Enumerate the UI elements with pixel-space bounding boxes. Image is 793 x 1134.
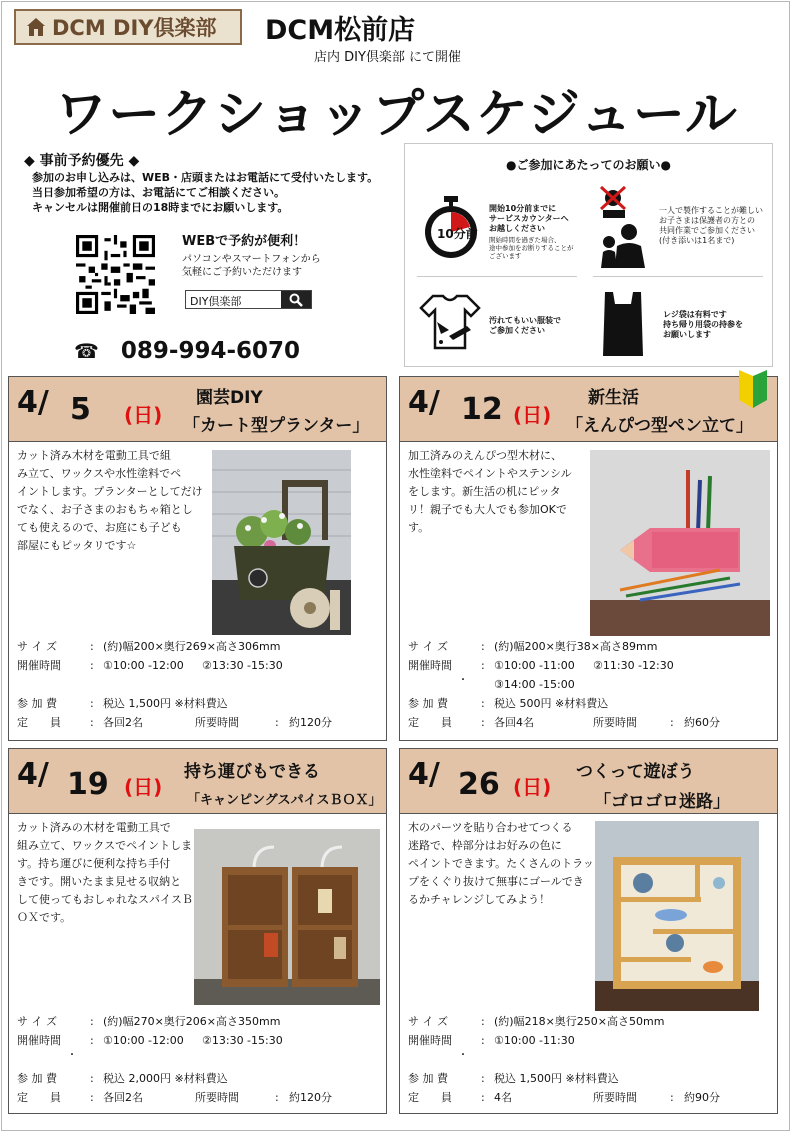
notice-item-3 — [489, 316, 561, 336]
size-value: (約)幅200×奥行38×高さ89mm — [494, 640, 658, 653]
card-header — [9, 377, 386, 442]
desc-line: イントします。プランターとしてだけ — [17, 485, 203, 498]
fee-label: 参 加 費 — [17, 697, 57, 710]
notice-text: サービスカウンターへ — [489, 214, 569, 223]
phone-number[interactable]: 089-994-6070 — [120, 338, 301, 364]
desc-line: でなく、お子さまのおもちゃ箱とし — [17, 503, 193, 516]
beginner-mark-icon — [737, 370, 769, 408]
card-category: 持ち運びもできる — [184, 762, 320, 782]
notice-item-1 — [489, 204, 569, 234]
web-reservation-text — [182, 253, 321, 279]
capacity-value: 各回2名 — [103, 1091, 143, 1104]
time-slot: ①10:00 -12:00 — [103, 659, 184, 672]
shopping-bag-icon — [601, 290, 645, 356]
planter-photo — [212, 450, 351, 635]
time-label: 開催時間 — [408, 1034, 452, 1047]
time-slot: ②11:30 -12:30 — [593, 659, 674, 672]
clock-label: 10分前 — [437, 227, 478, 241]
duration-label: 所要時間 — [195, 1091, 239, 1104]
duration-value: 約120分 — [289, 1091, 332, 1104]
venue-subtitle: 店内 DIY倶楽部 にて開催 — [314, 50, 462, 65]
desc-line: ても使えるので、お庭にも子ども — [17, 521, 182, 534]
card-weekday: (日) — [124, 775, 163, 799]
card-day: 19 — [67, 767, 109, 802]
notice-item-1-note — [489, 236, 574, 260]
search-box[interactable] — [185, 290, 312, 309]
card-description — [17, 447, 203, 555]
time-label: 開催時間 — [17, 659, 61, 672]
card-weekday: (日) — [513, 775, 552, 799]
desc-line: カット済み木材を電動工具で組 — [17, 449, 171, 462]
card-month: 4/ — [408, 385, 440, 420]
logo-text: DCM DIY倶楽部 — [52, 16, 217, 40]
duration-value: 約90分 — [684, 1091, 720, 1104]
divider — [593, 276, 763, 277]
capacity-value: 各回4名 — [494, 716, 534, 729]
notice-text: (付き添いは1名まで) — [659, 236, 735, 245]
time-label: 開催時間 — [408, 659, 452, 672]
notice-heading: ●ご参加にあたってのお願い● — [506, 158, 671, 172]
card-title: 「えんぴつ型ペン立て」 — [566, 416, 753, 436]
page-title: ワークショップスケジュール — [55, 85, 738, 145]
fee-value: 税込 500円 ※材料費込 — [494, 697, 609, 710]
capacity-label: 定 員 — [408, 1091, 452, 1104]
qr-code[interactable] — [76, 235, 155, 314]
notice-item-4 — [663, 310, 743, 340]
size-label: サ イ ズ — [408, 1015, 448, 1028]
time-slot: ①10:00 -11:30 — [494, 1034, 575, 1047]
time-slot: ②13:30 -15:30 — [202, 1034, 283, 1047]
search-button[interactable] — [281, 291, 311, 308]
time-slot: ①10:00 -12:00 — [103, 1034, 184, 1047]
card-day: 12 — [461, 392, 503, 427]
desc-line: 水性塗料でペイントやステンシル — [408, 467, 572, 480]
notice-text: お越しください — [489, 224, 545, 233]
desc-line: プをくぐり抜けて無事にゴールでき — [408, 875, 584, 888]
size-value: (約)幅270×奥行206×高さ350mm — [103, 1015, 281, 1028]
dirty-shirt-icon — [419, 292, 481, 350]
fee-label: 参 加 費 — [408, 1072, 448, 1085]
card-category: 新生活 — [588, 388, 639, 408]
card-title: 「キャンピングスパイスＢＯＸ」 — [187, 793, 382, 808]
clock-icon — [419, 194, 483, 260]
fee-label: 参 加 費 — [17, 1072, 57, 1085]
card-day: 5 — [70, 392, 91, 427]
workshop-card: 4/ 19 (日) 持ち運びもできる 「キャンピングスパイスＢＯＸ」 カット済みの木材を電動工具で 組み立て、ワックスでペイントしま す。持ち運びに便利な持ち手付 きです。開いたまま見せる収納と して使ってもおしゃれなスパイスＢ ＯＸです。 サ イ ズ : (約)幅270×奥行206×高さ350mm 開催時間 : ①10:00 -12:00 ②13:30 -15:30 ・ 参 加 費 : 税込 2,000円 ※材料費込 定 員 : 各回2名 所要時間 : 約120分 — [8, 748, 387, 1114]
notice-text: 開始10分前までに — [489, 204, 557, 213]
card-category: 園芸DIY — [196, 388, 263, 408]
divider — [417, 276, 577, 277]
desc-line: す。 — [408, 521, 430, 534]
card-month: 4/ — [17, 385, 49, 420]
workshop-card: 4/ 12 (日) 新生活 「えんぴつ型ペン立て」 加工済みのえんぴつ型木材に、 水性塗料でペイントやステンシル をします。新生活の机にピッタ リ！親子でも大人でも参加OKで す。 サ イ ズ : (約)幅200×奥行38×高さ89mm 開催時間 : ①10:00 -11:00 ②11:30 -12:30 ・ ③14:00 -15:00 参 加 費 : 税込 500円 ※材料費込 定 員 : 各回4名 所要時間 : 約60分 — [399, 376, 778, 741]
reservation-line: 当日参加希望の方は、お電話にてご相談ください。 — [32, 186, 285, 199]
search-icon — [289, 293, 303, 307]
desc-line: リ！親子でも大人でも参加OKで — [408, 503, 567, 516]
capacity-value: 4名 — [494, 1091, 512, 1104]
desc-line: ＯＸです。 — [17, 911, 72, 924]
notice-text: お願いします — [663, 330, 711, 339]
notice-text: 持ち帰り用袋の持参を — [663, 320, 743, 329]
time-slot: ③14:00 -15:00 — [494, 678, 575, 691]
workshop-card: 4/ 5 (日) 園芸DIY 「カート型プランター」 カット済み木材を電動工具で組 み立て、ワックスや水性塗料でペ イントします。プランターとしてだけ でなく、お子さまのおもちゃ箱とし ても使えるので、お庭にも子ども 部屋にもピッタリです☆ サ イ ズ : (約)幅200×奥行269×高さ306mm 開催時間 : ①10:00 -12:00 ②13:30 -15:30 参 加 費 : 税込 1,500円 ※材料費込 定 員 : 各回2名 所要時間 : 約120分 — [8, 376, 387, 741]
notice-text: レジ袋は有料です — [663, 310, 727, 319]
size-value: (約)幅218×奥行250×高さ50mm — [494, 1015, 665, 1028]
pencil-stand-photo — [590, 450, 770, 636]
desc-line: ペイントできます。たくさんのトラッ — [408, 857, 594, 870]
web-line: パソコンやスマートフォンから — [182, 254, 321, 265]
card-day: 26 — [458, 767, 500, 802]
duration-value: 約60分 — [684, 716, 720, 729]
reservation-text — [32, 170, 378, 215]
desc-line: るかチャレンジしてみよう！ — [408, 893, 551, 906]
card-header — [400, 377, 777, 442]
web-reservation-title: WEBで予約が便利！ — [182, 234, 307, 249]
time-label: 開催時間 — [17, 1034, 61, 1047]
maze-photo — [595, 821, 759, 1011]
duration-label: 所要時間 — [593, 716, 637, 729]
duration-label: 所要時間 — [195, 716, 239, 729]
phone-row — [74, 338, 300, 364]
card-description — [17, 819, 193, 927]
time-slot: ②13:30 -15:30 — [202, 659, 283, 672]
notice-text: ご参加ください — [489, 326, 545, 335]
desc-line: み立て、ワックスや水性塗料でペ — [17, 467, 182, 480]
time-slot: ①10:00 -11:00 — [494, 659, 575, 672]
card-category: つくって遊ぼう — [576, 762, 695, 782]
desc-line: 加工済みのえんぴつ型木材に、 — [408, 449, 562, 462]
capacity-label: 定 員 — [408, 716, 452, 729]
dcm-logo — [14, 9, 242, 45]
reservation-heading: ◆ 事前予約優先 ◆ — [24, 153, 140, 169]
reservation-line: 参加のお申し込みは、WEB・店頭またはお電話にて受付いたします。 — [32, 171, 379, 184]
notice-item-2 — [659, 206, 763, 246]
notice-text: お子さまは保護者の方との — [659, 216, 755, 225]
parent-child-icon — [595, 184, 653, 268]
notice-text: 汚れてもいい服装で — [489, 316, 561, 325]
fee-value: 税込 1,500円 ※材料費込 — [103, 697, 228, 710]
desc-line: 木のパーツを貼り合わせてつくる — [408, 821, 573, 834]
reservation-line: キャンセルは開催前日の18時までにお願いします。 — [32, 201, 289, 214]
capacity-label: 定 員 — [17, 1091, 61, 1104]
search-input[interactable]: DIY倶楽部 — [190, 295, 242, 308]
desc-line: カット済みの木材を電動工具で — [17, 821, 171, 834]
card-month: 4/ — [17, 757, 49, 792]
card-weekday: (日) — [124, 403, 163, 427]
notice-text: 開始時間を過ぎた場合、 — [489, 236, 561, 244]
store-name: DCM松前店 — [265, 15, 416, 46]
card-header — [9, 749, 386, 814]
capacity-label: 定 員 — [17, 716, 61, 729]
notice-text: ございます — [489, 252, 522, 260]
workshop-card: 4/ 26 (日) つくって遊ぼう 「ゴロゴロ迷路」 木のパーツを貼り合わせてつくる 迷路で、枠部分はお好みの色に ペイントできます。たくさんのトラッ プをくぐり抜けて無事にゴールでき るかチャレンジしてみよう！ サ イ ズ : (約)幅218×奥行250×高さ50mm 開催時間 : ①10:00 -11:30 ・ 参 加 費 : 税込 1,500円 ※材料費込 定 員 : 4名 所要時間 : 約90分 — [399, 748, 778, 1114]
card-header — [400, 749, 777, 814]
duration-value: 約120分 — [289, 716, 332, 729]
card-title: 「カート型プランター」 — [183, 416, 370, 436]
capacity-value: 各回2名 — [103, 716, 143, 729]
notice-text: 共同作業でご参加ください — [659, 226, 755, 235]
card-title: 「ゴロゴロ迷路」 — [594, 792, 730, 812]
fee-value: 税込 1,500円 ※材料費込 — [494, 1072, 619, 1085]
notice-box — [404, 143, 773, 367]
fee-label: 参 加 費 — [408, 697, 448, 710]
desc-line: きです。開いたまま見せる収納と — [17, 875, 182, 888]
size-label: サ イ ズ — [17, 640, 57, 653]
fee-value: 税込 2,000円 ※材料費込 — [103, 1072, 228, 1085]
card-month: 4/ — [408, 757, 440, 792]
card-description — [408, 819, 594, 909]
house-icon — [26, 17, 46, 37]
duration-label: 所要時間 — [593, 1091, 637, 1104]
card-description — [408, 447, 572, 537]
size-value: (約)幅200×奥行269×高さ306mm — [103, 640, 281, 653]
size-label: サ イ ズ — [17, 1015, 57, 1028]
notice-text: 一人で製作することが難しい — [659, 206, 763, 215]
desc-line: 迷路で、枠部分はお好みの色に — [408, 839, 562, 852]
desc-line: して使ってもおしゃれなスパイスＢ — [17, 893, 193, 906]
phone-icon: ☎ — [74, 339, 99, 363]
desc-line: 組み立て、ワックスでペイントしま — [17, 839, 193, 852]
desc-line: す。持ち運びに便利な持ち手付 — [17, 857, 171, 870]
desc-line: 部屋にもピッタリです☆ — [17, 539, 137, 552]
web-line: 気軽にご予約いただけます — [182, 267, 302, 278]
spice-box-photo — [194, 829, 380, 1005]
card-weekday: (日) — [513, 403, 552, 427]
notice-text: 途中参加をお断りすることが — [489, 244, 574, 252]
desc-line: をします。新生活の机にピッタ — [408, 485, 561, 498]
size-label: サ イ ズ — [408, 640, 448, 653]
